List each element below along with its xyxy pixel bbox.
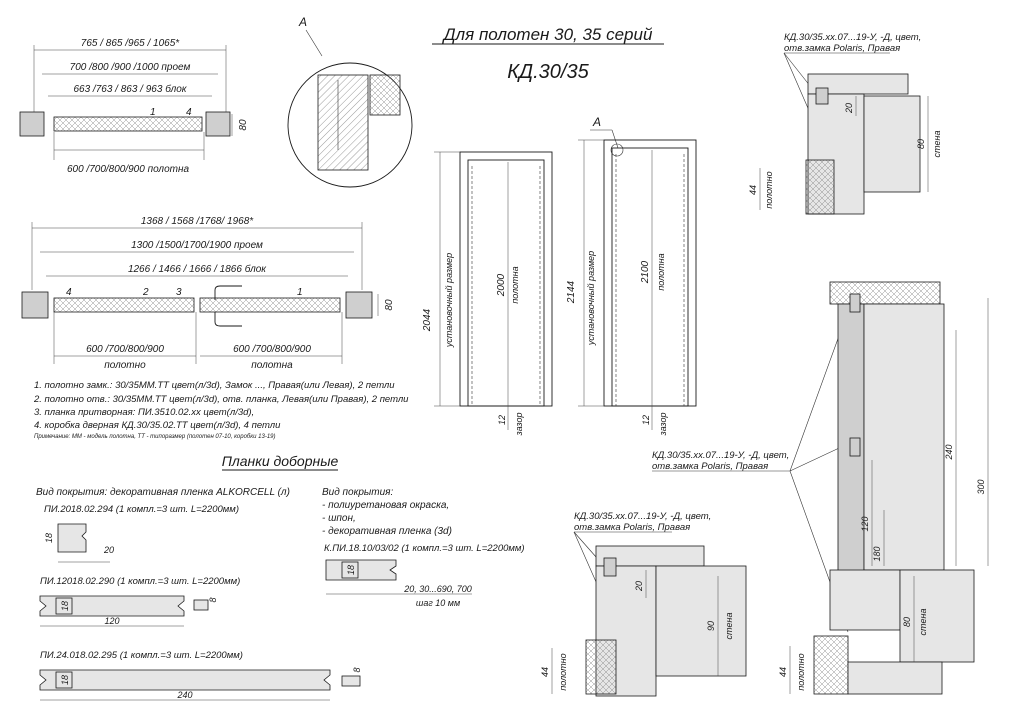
detail-a-circle: [288, 15, 412, 187]
double-plan-right-width: 600 /700/800/900: [233, 344, 311, 355]
elev1-leaf: 2000: [496, 273, 507, 297]
plank1-width: 20: [104, 545, 115, 555]
section1-label-1: КД.30/35.хх.07...19-У, -Д, цвет,: [784, 32, 922, 43]
plank1-name: ПИ.2018.02.294 (1 компл.=3 шт. L=2200мм): [44, 504, 239, 515]
elevation-2000: [422, 152, 552, 436]
plank-4: [324, 543, 525, 608]
double-plan-thickness: 80: [384, 299, 395, 311]
single-plan-callout-1: 1: [150, 107, 156, 118]
section3-d120: 120: [860, 516, 870, 532]
plank1-height: 18: [44, 532, 54, 544]
planks-title: Планки доборные: [221, 453, 339, 469]
single-plan-callout-4: 4: [186, 107, 192, 118]
elev2-detail-letter: А: [593, 115, 602, 129]
section3-wall: стена: [918, 608, 928, 636]
plank2-edge: 8: [208, 597, 218, 603]
double-plan-outer-dim: 1368 / 1568 /1768/ 1968*: [140, 216, 254, 227]
plank3-width: 240: [177, 690, 193, 700]
elev2-gap: 12: [641, 414, 651, 426]
elev2-overall-caption: установочный размер: [586, 250, 596, 346]
model-title: КД.30/35: [507, 61, 589, 83]
section1-wall: стена: [932, 130, 942, 158]
section3-d44: 44: [778, 666, 788, 678]
elev1-leaf-caption: полотна: [510, 266, 520, 304]
plank2-height: 18: [60, 600, 70, 612]
section2-label-1: КД.30/35.хх.07...19-У, -Д, цвет,: [574, 511, 712, 522]
section3-label-1: КД.30/35.хх.07...19-У, -Д, цвет,: [652, 450, 790, 461]
section1-label-2: отв.замка Polaris, Правая: [784, 43, 901, 54]
section3-d80: 80: [902, 616, 912, 628]
plank-3: [40, 650, 362, 700]
detail-a-letter: А: [299, 15, 308, 29]
plank3-edge: 8: [352, 667, 362, 673]
plank2-width: 120: [104, 616, 120, 626]
coating-right-title: Вид покрытия:: [322, 487, 394, 498]
plank3-name: ПИ.24.018.02.295 (1 компл.=3 шт. L=2200мм): [40, 650, 243, 661]
section1-d20: 20: [844, 102, 854, 114]
single-plan-thickness: 80: [238, 119, 249, 131]
plank-2: [40, 576, 240, 626]
section-1: [748, 32, 942, 214]
elev1-overall-caption: установочный размер: [444, 252, 454, 348]
double-plan-left-width: 600 /700/800/900: [86, 344, 164, 355]
section3-d300: 300: [976, 479, 986, 495]
parts-notes: [33, 380, 409, 440]
elev2-overall: 2144: [566, 280, 577, 304]
coating-left: Вид покрытия: декоративная пленка ALKORCELL (л): [36, 487, 290, 498]
elev1-overall: 2044: [422, 308, 433, 332]
note-4: 4. коробка дверная КД.30/35.02.ТТ цвет(л/3d), 4 петли: [34, 420, 281, 431]
coating-right-item-3: - декоративная пленка (3d): [322, 526, 452, 537]
sheet-title: Для полотен 30, 35 серий: [443, 25, 653, 44]
coating-right-item-1: - полиуретановая окраска,: [322, 500, 450, 511]
double-plan-callout-2: 2: [143, 287, 149, 298]
section3-d180: 180: [872, 546, 882, 562]
plank4-step: шаг 10 мм: [415, 598, 461, 608]
plank3-height: 18: [60, 674, 70, 686]
section1-leaf: полотно: [764, 171, 774, 209]
double-door-plan: [22, 216, 395, 371]
plank-1: [44, 504, 239, 562]
double-plan-right-caption: полотна: [251, 360, 293, 371]
section1-d44: 44: [748, 184, 758, 196]
plank4-name: К.ПИ.18.10/03/02 (1 компл.=3 шт. L=2200мм): [324, 543, 525, 554]
section2-label-2: отв.замка Polaris, Правая: [574, 522, 691, 533]
section2-leaf: полотно: [558, 653, 568, 691]
section-2: [540, 511, 746, 696]
plank4-width: 20, 30...690, 700: [404, 584, 472, 594]
section2-wall: стена: [724, 612, 734, 640]
elev2-leaf: 2100: [640, 260, 651, 284]
section3-leaf: полотно: [796, 653, 806, 691]
coating-right-item-2: - шпон,: [322, 513, 356, 524]
note-1: 1. полотно замк.: 30/35ММ.ТТ цвет(л/3d), Замок ..., Правая(или Левая), 2 петли: [34, 380, 395, 391]
elev2-gap-caption: зазор: [658, 412, 668, 436]
section2-d90: 90: [706, 620, 716, 632]
section3-d240: 240: [944, 444, 954, 460]
single-plan-leaf-dim: 600 /700/800/900 полотна: [66, 164, 190, 175]
single-plan-opening-dim: 700 /800 /900 /1000 проем: [69, 62, 191, 73]
elev1-gap: 12: [497, 414, 507, 426]
single-plan-outer-dim: 765 / 865 /965 / 1065*: [80, 38, 180, 49]
section2-d20: 20: [634, 580, 644, 592]
section1-d80: 80: [916, 138, 926, 150]
double-plan-opening-dim: 1300 /1500/1700/1900 проем: [131, 240, 263, 251]
plank4-height: 18: [346, 564, 356, 576]
section2-d44: 44: [540, 666, 550, 678]
single-plan-block-dim: 663 /763 / 863 / 963 блок: [73, 84, 187, 95]
plank2-name: ПИ.12018.02.290 (1 компл.=3 шт. L=2200мм): [40, 576, 241, 587]
double-plan-callout-3: 3: [176, 287, 182, 298]
double-plan-callout-4: 4: [66, 287, 72, 298]
elev1-gap-caption: зазор: [514, 412, 524, 436]
double-plan-left-caption: полотно: [104, 360, 146, 371]
elev2-leaf-caption: полотна: [656, 253, 666, 291]
elevation-2100: [566, 115, 696, 436]
double-plan-callout-1: 1: [297, 287, 303, 298]
section3-label-2: отв.замка Polaris, Правая: [652, 461, 769, 472]
note-3: 3. планка притворная: ПИ.3510.02.хх цвет(л/3d),: [34, 407, 255, 418]
note-2: 2. полотно отв.: 30/35ММ.ТТ цвет(л/3d), отв. планка, Левая(или Правая), 2 петли: [34, 394, 409, 405]
single-door-plan: [20, 38, 249, 175]
double-plan-block-dim: 1266 / 1466 / 1666 / 1866 блок: [127, 264, 267, 275]
note-remark: Примечание: ММ - модель полотна, ТТ - типоразмер (полотен 07-10, коробки 13-19): [34, 434, 276, 440]
